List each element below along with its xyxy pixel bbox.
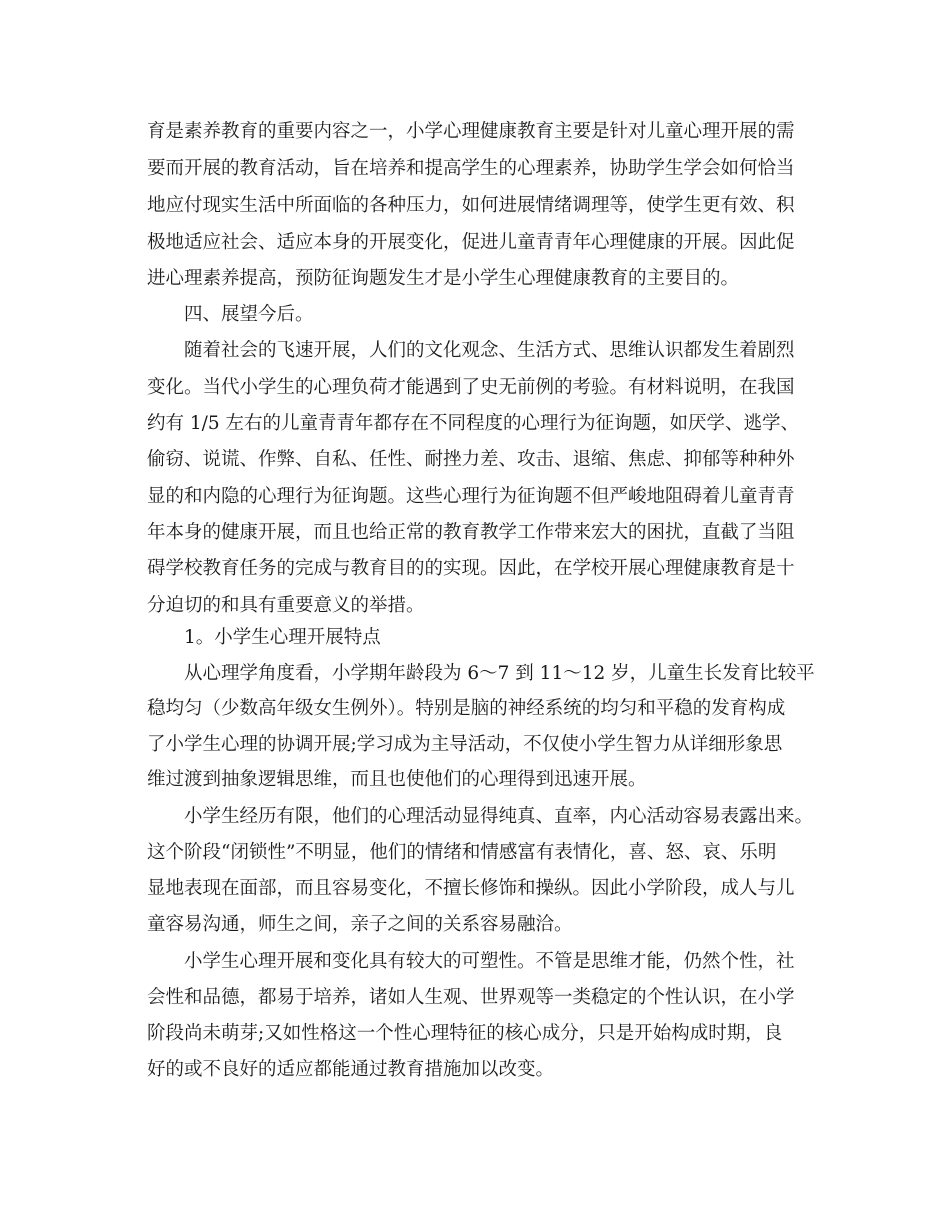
subsection-heading: 1。小学生心理开展特点	[184, 627, 381, 648]
paragraph-line: 地应付现实生活中所面临的各种压力，如何进展情绪调理等，使学生更有效、积	[147, 195, 795, 216]
paragraph-line: 育是素养教育的重要内容之一，小学心理健康教育主要是针对儿童心理开展的需	[147, 121, 795, 142]
paragraph-line: 进心理素养提高，预防征询题发生才是小学生心理健康教育的主要目的。	[147, 268, 740, 289]
paragraph-line: 好的或不良好的适应都能通过教育措施加以改变。	[147, 1059, 555, 1080]
paragraph-line: 了小学生心理的协调开展;学习成为主导活动，不仅使小学生智力从详细形象思	[147, 734, 783, 755]
paragraph-line: 稳均匀（少数高年级女生例外）。特别是脑的神经系统的均匀和平稳的发育构成	[147, 698, 786, 719]
paragraph-line: 会性和品德，都易于培养，诸如人生观、世界观等一类稳定的个性认识，在小学	[147, 987, 795, 1008]
paragraph-line: 小学生心理开展和变化具有较大的可塑性。不管是思维才能，仍然个性，社	[184, 951, 795, 972]
paragraph-line: 小学生经历有限，他们的心理活动显得纯真、直率，内心活动容易表露出来。	[184, 806, 814, 827]
paragraph-line: 维过渡到抽象逻辑思维，而且也使他们的心理得到迅速开展。	[147, 769, 647, 790]
paragraph-line: 极地适应社会、适应本身的开展变化，促进儿童青青年心理健康的开展。因此促	[147, 232, 795, 253]
paragraph-line: 阶段尚未萌芽;又如性格这一个性心理特征的核心成分，只是开始构成时期，良	[147, 1023, 783, 1044]
paragraph-line: 显的和内隐的心理行为征询题。这些心理行为征询题不但严峻地阻碍着儿童青青	[147, 486, 795, 507]
paragraph-line: 碍学校教育任务的完成与教育目的的实现。因此，在学校开展心理健康教育是十	[147, 558, 795, 579]
paragraph-line: 约有 1/5 左右的儿童青青年都存在不同程度的心理行为征询题，如厌学、逃学、	[147, 413, 800, 434]
paragraph-line: 童容易沟通，师生之间，亲子之间的关系容易融洽。	[147, 914, 573, 935]
paragraph-line: 这个阶段“闭锁性”不明显，他们的情绪和情感富有表情化，喜、怒、哀、乐明	[147, 842, 777, 863]
paragraph-line: 随着社会的飞速开展，人们的文化观念、生活方式、思维认识都发生着剧烈	[184, 340, 795, 361]
paragraph-line: 分迫切的和具有重要意义的举措。	[147, 595, 425, 616]
section-heading: 四、展望今后。	[184, 304, 314, 325]
paragraph-line: 要而开展的教育活动，旨在培养和提高学生的心理素养，协助学生学会如何恰当	[147, 158, 795, 179]
paragraph-line: 偷窃、说谎、作弊、自私、任性、耐挫力差、攻击、退缩、焦虑、抑郁等种种外	[147, 449, 795, 470]
paragraph-line: 从心理学角度看，小学期年龄段为 6～7 到 11～12 岁，儿童生长发育比较平	[184, 663, 815, 684]
paragraph-line: 变化。当代小学生的心理负荷才能遇到了史无前例的考验。有材料说明，在我国	[147, 377, 795, 398]
paragraph-line: 年本身的健康开展，而且也给正常的教育教学工作带来宏大的困扰，直截了当阻	[147, 522, 795, 543]
paragraph-line: 显地表现在面部，而且容易变化，不擅长修饰和操纵。因此小学阶段，成人与儿	[147, 878, 795, 899]
